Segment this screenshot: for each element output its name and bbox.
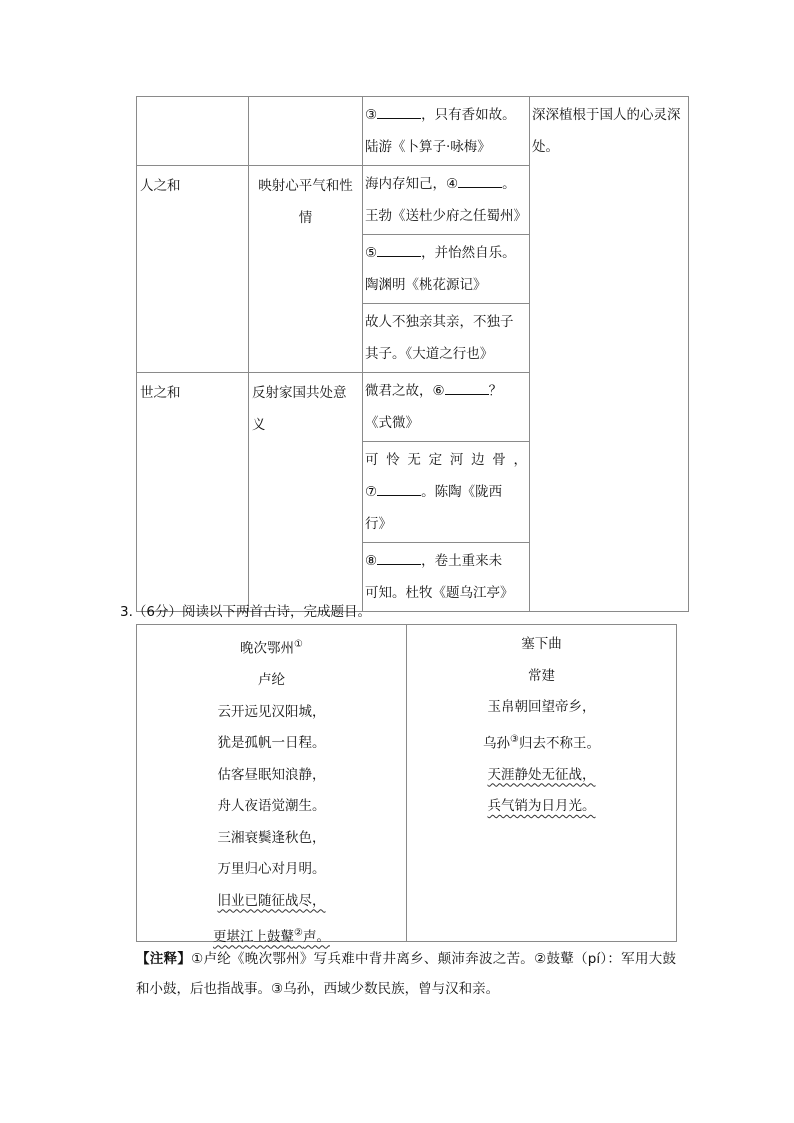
entry-text: 微君之故，: [365, 383, 433, 399]
meaning-text: 映射心平气和性情: [258, 178, 353, 226]
meaning-cell: [249, 166, 363, 373]
poem-title-text: 晚次鄂州: [240, 640, 295, 657]
category-cell: 世之和: [137, 373, 249, 612]
poem-entry-dadao: [363, 304, 530, 373]
line-text: 更堪江上鼓鼙: [213, 928, 295, 945]
poem-entry-7: [363, 442, 530, 543]
entry-text: 。陈陶《陇西: [421, 484, 503, 500]
entry-text: 其子。《大道之行也》: [365, 346, 494, 362]
entry-text: 海内存知己，: [365, 176, 446, 192]
blank-line-6[interactable]: [445, 380, 489, 395]
meaning-text: 反射家国共处意义: [252, 385, 347, 433]
poem-line: 云开远见汉阳城，: [217, 703, 326, 720]
note-marker: ②: [294, 927, 303, 938]
entry-text: ，只有香如故。: [421, 107, 516, 123]
poem-line: 犹是孤帆一日程。: [217, 735, 326, 751]
poem-line: [407, 724, 676, 760]
blank-mark-7: ⑦: [365, 484, 378, 500]
entry-text: ？: [488, 383, 503, 399]
poem-line: [407, 791, 676, 823]
summary-cell: [530, 97, 689, 612]
entry-source: 《式微》: [365, 415, 419, 431]
entry-source: 陆游《卜算子·咏梅》: [365, 139, 491, 155]
blank-mark-3: ③: [365, 107, 378, 123]
blank-mark-8: ⑧: [365, 553, 378, 569]
entry-text: 可怜无定河边骨，: [365, 452, 527, 468]
poem-title: 塞下曲: [521, 636, 562, 652]
entry-text: 行》: [365, 516, 392, 532]
entry-text: 故人不独亲其亲，不独子: [365, 314, 514, 330]
poem-entry-6: [363, 373, 530, 442]
wavy-underlined-line: 兵气销为日月光。: [487, 798, 596, 814]
blank-line-4[interactable]: [458, 173, 502, 188]
poem-line: 玉帛朝回望帝乡，: [487, 699, 596, 715]
poem-entry-4: [363, 166, 530, 235]
notes-label: 【注释】: [136, 951, 192, 967]
poem-entry-3: [363, 97, 530, 166]
poem-line: [137, 886, 406, 918]
blank-mark-6: ⑥: [432, 383, 445, 399]
table-row: [137, 97, 689, 166]
poem-line: 舟人夜语觉潮生。: [217, 798, 326, 814]
wavy-underlined-line: 旧业已随征战尽，: [217, 892, 326, 909]
category-cell: [137, 97, 249, 166]
note-marker: ①: [294, 639, 303, 650]
annotation-notes: [136, 944, 676, 1004]
poem-title: [137, 629, 406, 665]
line-text: 声。: [302, 928, 330, 945]
entry-text: 可知。杜牧《题乌江亭》: [365, 585, 514, 601]
meaning-cell: [249, 373, 363, 612]
question-3-heading: 3.（6分）阅读以下两首古诗，完成题目。: [120, 604, 371, 620]
entry-text: ，并怡然自乐。: [421, 245, 516, 261]
poems-table: [136, 624, 677, 945]
poem-line: 估客昼眠知浪静，: [217, 766, 326, 783]
poem-line: 三湘衰鬓逢秋色，: [217, 829, 326, 846]
poem-author: 常建: [528, 667, 555, 684]
notes-text: ①卢纶《晚次鄂州》写兵难中背井离乡、颠沛奔波之苦。②鼓鼙（pí）：军用大鼓和小鼓，后也指战事。③乌孙，西域少数民族，曾与汉和亲。: [136, 951, 677, 997]
blank-line-7[interactable]: [377, 481, 421, 496]
category-cell: 人之和: [137, 166, 249, 373]
poem-line: 万里归心对月明。: [217, 861, 326, 877]
summary-text: 深深植根于国人的心灵深处。: [532, 107, 681, 155]
poem-left: [137, 625, 406, 945]
blank-line-8[interactable]: [377, 550, 421, 565]
blank-line-3[interactable]: [377, 104, 421, 119]
wavy-underlined-line: [213, 929, 330, 945]
poem-line: [407, 760, 676, 792]
entry-source: 陶渊明《桃花源记》: [365, 277, 487, 293]
note-marker: ③: [510, 733, 519, 745]
line-text: 乌孙: [483, 735, 511, 751]
entry-text: ，卷土重来未: [421, 553, 503, 569]
poem-entry-8: [363, 543, 530, 612]
wavy-underlined-line: 天涯静处无征战，: [487, 766, 596, 783]
entry-text: 。: [502, 176, 516, 192]
poem-right: [406, 625, 676, 941]
blank-mark-4: ④: [446, 176, 459, 192]
poem-author: 卢纶: [258, 672, 285, 688]
line-text: 归去不称王。: [518, 735, 600, 751]
entry-source: 王勃《送杜少府之任蜀州》: [365, 208, 527, 224]
harmony-table: [136, 96, 689, 612]
blank-mark-5: ⑤: [365, 245, 378, 261]
meaning-cell: [249, 97, 363, 166]
poem-entry-5: [363, 235, 530, 304]
blank-line-5[interactable]: [377, 242, 421, 257]
